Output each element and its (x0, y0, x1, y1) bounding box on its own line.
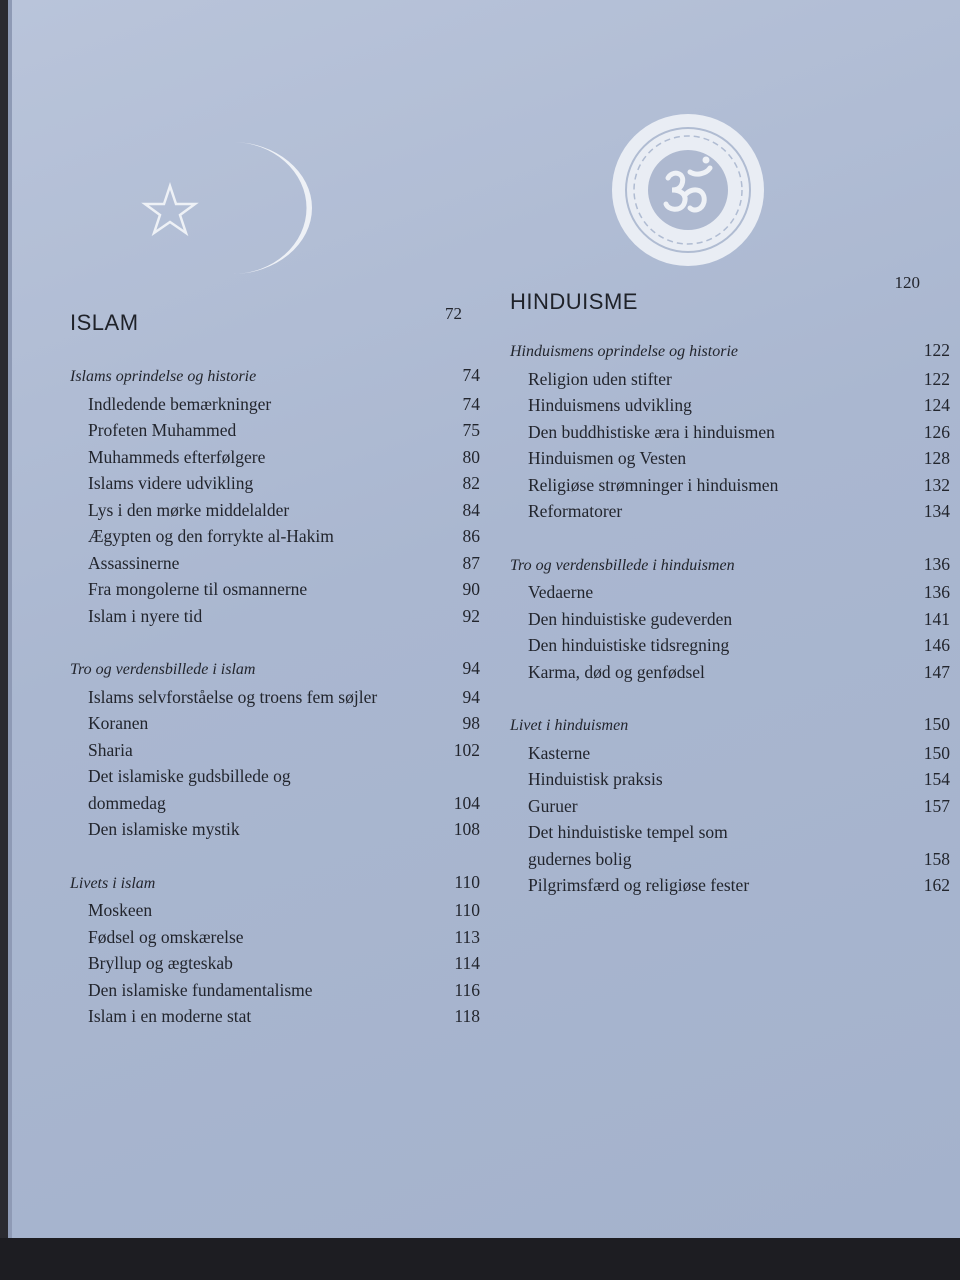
islam-toc-column (70, 304, 480, 1030)
toc-entry[interactable]: Profeten Muhammed 75 (88, 420, 480, 440)
toc-entry[interactable]: Hinduismen og Vesten 128 (528, 448, 950, 468)
toc-entry[interactable]: Sharia 102 (88, 739, 480, 760)
book-page (8, 0, 960, 1238)
toc-entry[interactable]: Det hinduistiske tempel som (528, 822, 728, 842)
hinduisme-toc-column (510, 273, 950, 899)
toc-entry[interactable]: Religiøse strømninger i hinduismen 132 (528, 474, 950, 495)
crescent-star-icon (137, 138, 317, 278)
toc-entry[interactable]: Koranen 98 (88, 713, 480, 733)
toc-entry[interactable]: Den hinduistiske tidsregning 146 (528, 635, 950, 655)
islam-chapter-title: ISLAM (70, 310, 139, 335)
hinduisme-section-1 (510, 337, 950, 525)
toc-entry[interactable]: gudernes bolig 158 (528, 848, 950, 869)
toc-section-heading[interactable]: Tro og verdensbillede i islam 94 (70, 658, 480, 678)
islam-section-1 (70, 362, 480, 629)
toc-entry[interactable]: Reformatorer 134 (528, 501, 950, 521)
toc-entry[interactable]: Den hinduistiske gudeverden 141 (528, 608, 950, 629)
toc-entry[interactable]: Moskeen 110 (88, 900, 480, 920)
toc-entry[interactable]: Religion uden stifter 122 (528, 368, 950, 389)
toc-section-heading[interactable]: Livets i islam 110 (70, 871, 480, 892)
toc-entry[interactable]: Fra mongolerne til osmannerne 90 (88, 579, 480, 599)
islam-section-2 (70, 655, 480, 843)
toc-section-heading[interactable]: Tro og verdensbillede i hinduismen 136 (510, 553, 950, 574)
toc-entry[interactable]: Den islamiske fundamentalisme 116 (88, 979, 480, 1000)
toc-entry[interactable]: Muhammeds efterfølgere 80 (88, 446, 480, 467)
toc-entry[interactable]: Den buddhistiske æra i hinduismen 126 (528, 421, 950, 442)
toc-entry[interactable]: Bryllup og ægteskab 114 (88, 953, 480, 973)
toc-entry[interactable]: Ægypten og den forrykte al-Hakim 86 (88, 526, 480, 546)
toc-entry[interactable]: Guruer 157 (528, 795, 950, 816)
toc-entry[interactable]: Pilgrimsfærd og religiøse fester 162 (528, 875, 950, 895)
hinduisme-chapter-title: HINDUISME (510, 289, 638, 314)
toc-entry[interactable]: Hinduismens udvikling 124 (528, 395, 950, 415)
toc-entry[interactable]: Islam i en moderne stat 118 (88, 1006, 480, 1026)
toc-entry[interactable]: Den islamiske mystik 108 (88, 819, 480, 839)
toc-entry[interactable]: Assassinerne 87 (88, 552, 480, 573)
toc-entry[interactable]: dommedag 104 (88, 792, 480, 813)
hinduisme-section-2 (510, 551, 950, 686)
om-symbol-icon (610, 112, 766, 268)
toc-section-heading[interactable]: Hinduismens oprindelse og historie 122 (510, 340, 950, 360)
toc-entry[interactable]: Vedaerne 136 (528, 582, 950, 602)
islam-chapter-page: 72 (445, 304, 462, 323)
hinduisme-chapter-page: 120 (894, 273, 920, 292)
toc-section-heading[interactable]: Islams oprindelse og historie 74 (70, 365, 480, 385)
toc-entry[interactable]: Islams videre udvikling 82 (88, 473, 480, 493)
islam-section-3 (70, 869, 480, 1030)
toc-entry[interactable]: Fødsel og omskærelse 113 (88, 926, 480, 947)
toc-entry[interactable]: Kasterne 150 (528, 742, 950, 763)
toc-section-heading[interactable]: Livet i hinduismen 150 (510, 714, 950, 734)
toc-entry[interactable]: Lys i den mørke middelalder 84 (88, 499, 480, 520)
toc-entry[interactable]: Islams selvforståelse og troens fem søjler 94 (88, 686, 480, 707)
dark-surface-below-page (0, 1238, 960, 1280)
toc-entry[interactable]: Karma, død og genfødsel 147 (528, 661, 950, 682)
islam-chapter-heading (70, 304, 480, 362)
hinduisme-section-3 (510, 711, 950, 899)
toc-entry[interactable]: Islam i nyere tid 92 (88, 605, 480, 626)
hinduisme-chapter-heading (510, 273, 950, 337)
toc-entry[interactable]: Indledende bemærkninger 74 (88, 393, 480, 414)
toc-entry[interactable]: Hinduistisk praksis 154 (528, 769, 950, 789)
toc-entry[interactable]: Det islamiske gudsbillede og (88, 766, 291, 786)
